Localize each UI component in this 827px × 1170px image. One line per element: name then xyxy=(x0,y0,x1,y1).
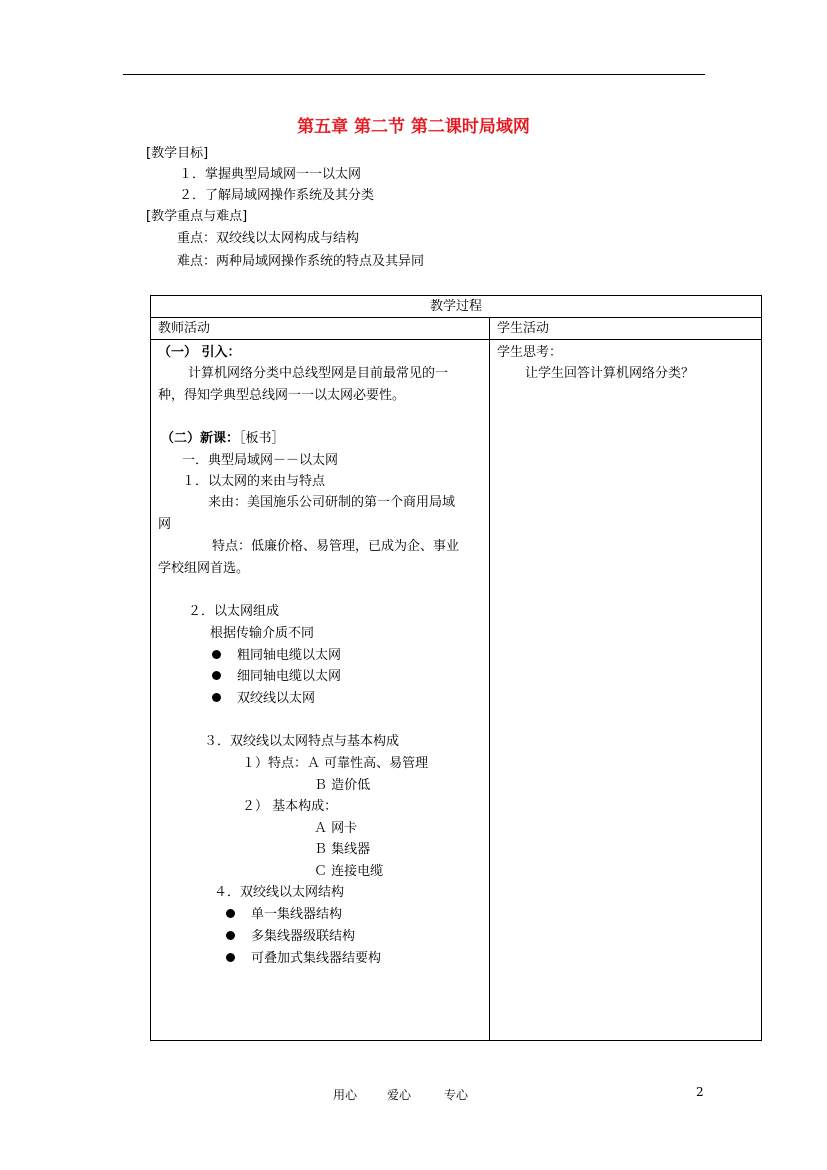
composition-item: Ａ 网卡 xyxy=(314,821,358,836)
intro-text: 计算机网络分类中总线型网是目前最常见的一 xyxy=(188,366,449,381)
composition-item: Ｂ 集线器 xyxy=(314,842,371,857)
subsection-heading: ４．双绞线以太网结构 xyxy=(214,885,345,900)
list-item: 粗同轴电缆以太网 xyxy=(212,647,341,665)
bullet-icon xyxy=(212,671,221,680)
key-heading: [教学重点与难点] xyxy=(146,209,248,224)
column-divider xyxy=(489,318,490,1040)
list-item: 细同轴电缆以太网 xyxy=(212,668,341,686)
col-teacher-header: 教师活动 xyxy=(158,321,211,336)
list-item: 双绞线以太网 xyxy=(212,690,315,708)
new-lesson-heading xyxy=(161,430,285,448)
bullet-icon xyxy=(226,931,235,940)
composition-label: ２） 基本构成： xyxy=(242,799,338,814)
header-rule xyxy=(123,74,705,75)
subsection-heading: １．以太网的来由与特点 xyxy=(182,474,326,489)
table-header: 教学过程 xyxy=(429,299,482,314)
column-header-row xyxy=(151,318,761,340)
feature-text: 特点：低廉价格、易管理，已成为企、事业 xyxy=(212,539,460,554)
medium-text: 根据传输介质不同 xyxy=(210,626,315,641)
origin-text: 来由：美国施乐公司研制的第一个商用局域 xyxy=(208,495,456,510)
intro-text: 种，得知学典型总线网一一以太网必要性。 xyxy=(158,388,406,403)
page-title: 第五章 第二节 第二课时局域网 xyxy=(297,117,530,137)
table-header-row xyxy=(151,296,761,318)
subsection-heading: ３．双绞线以太网特点与基本构成 xyxy=(204,734,400,749)
section-heading: 一．典型局域网－－以太网 xyxy=(182,453,339,468)
composition-item: Ｃ 连接电缆 xyxy=(314,864,384,879)
feature-text: 学校组网首选。 xyxy=(158,561,250,576)
subsection-heading: ２．以太网组成 xyxy=(188,604,280,619)
key-point: 重点：双绞线以太网构成与结构 xyxy=(177,231,360,246)
list-item: 可叠加式集线器结要构 xyxy=(226,950,381,968)
feature-item: Ｂ 造价低 xyxy=(314,778,371,793)
bullet-icon xyxy=(226,909,235,918)
page-number: 2 xyxy=(696,1085,704,1099)
student-heading: 学生思考： xyxy=(497,345,563,360)
difficulty: 难点：两种局域网操作系统的特点及其异同 xyxy=(177,254,425,269)
blackboard-label: ［板书］ xyxy=(239,431,285,446)
col-student-header: 学生活动 xyxy=(497,321,550,336)
footer-item: 用心 xyxy=(333,1088,358,1102)
origin-text: 网 xyxy=(158,517,172,532)
objective-item: １．掌握典型局域网一一以太网 xyxy=(179,167,362,182)
new-lesson-label: （二）新课： xyxy=(161,431,240,446)
bullet-icon xyxy=(212,650,221,659)
footer-item: 专心 xyxy=(444,1088,469,1102)
feature-item: １）特点：Ａ 可靠性高、易管理 xyxy=(242,756,429,771)
bullet-icon xyxy=(212,693,221,702)
list-item: 多集线器级联结构 xyxy=(226,928,355,946)
intro-heading: （一） 引入： xyxy=(158,345,241,360)
student-text: 让学生回答计算机网络分类？ xyxy=(525,366,695,381)
objective-item: ２．了解局域网操作系统及其分类 xyxy=(179,188,375,203)
footer-item: 爱心 xyxy=(387,1088,412,1102)
teaching-process-table xyxy=(150,295,762,1041)
objectives-heading: [教学目标] xyxy=(146,146,209,161)
bullet-icon xyxy=(226,953,235,962)
list-item: 单一集线器结构 xyxy=(226,906,342,924)
